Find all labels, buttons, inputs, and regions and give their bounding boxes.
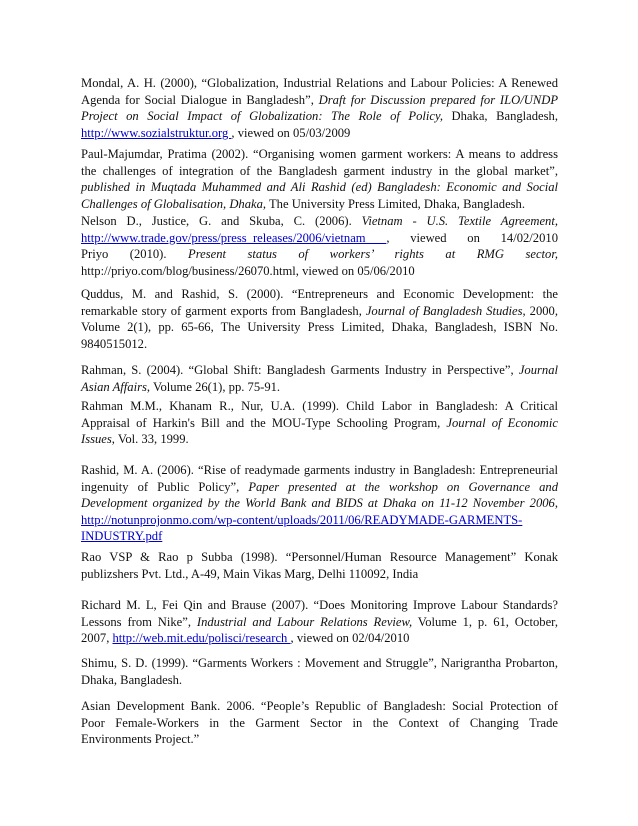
reference-link[interactable]: http://www.sozialstruktur.org	[81, 125, 232, 140]
reference-link[interactable]: http://notunprojonmo.com/wp-content/uploads/2011/06/READYMADE-GARMENTS-	[81, 512, 523, 527]
reference-italic-text: Issues	[81, 432, 112, 447]
reference-text: http://priyo.com/blog/business/26070.html, viewed on 05/06/2010	[81, 263, 415, 278]
reference-line	[81, 379, 558, 396]
reference-line	[81, 731, 558, 748]
reference-text: Richard M. L, Fei Qin and Brause (2007). “Does Monitoring Improve Labour Standards?	[81, 598, 558, 612]
reference-line	[81, 566, 558, 583]
reference-italic-text: Paper presented at the workshop on Governance and	[248, 479, 559, 494]
reference-line	[81, 146, 558, 163]
reference-entry	[81, 655, 558, 688]
reference-text: Rao VSP & Rao p Subba (1998). “Personnel/Human Resource Management” Konak	[81, 550, 558, 564]
reference-line	[81, 196, 558, 213]
reference-italic-text: Development organized by the World Bank and BIDS at Dhaka on 11-12 November 2006	[81, 496, 555, 511]
reference-text: the challenges of integration of the Bangladesh garment industry in the global market”,	[81, 163, 558, 178]
reference-text: Asian Development Bank. 2006. “People’s Republic of Bangladesh: Social Protection of	[81, 699, 558, 713]
reference-text: Volume 1, p. 61, October,	[412, 614, 559, 629]
reference-italic-text: Journal of Bangladesh Studies	[365, 303, 523, 318]
reference-line	[81, 495, 558, 512]
reference-text: , viewed on 05/03/2009	[231, 125, 351, 140]
reference-text: , Volume 26(1), pp. 75-91.	[146, 379, 281, 394]
reference-entry	[81, 146, 558, 212]
reference-line	[81, 246, 558, 263]
reference-line	[81, 163, 558, 180]
reference-text: Poor Female-Workers in the Garment Sector in the Context of Changing Trade	[81, 715, 558, 730]
reference-line	[81, 512, 558, 529]
reference-text: publizshers Pvt. Ltd., A-49, Main Vikas Marg, Delhi 110092, India	[81, 566, 419, 581]
reference-link[interactable]: http://www.trade.gov/press/press_releases/2006/vietnam	[81, 230, 387, 245]
reference-text: , viewed on 02/04/2010	[290, 631, 410, 646]
reference-text: Quddus, M. and Rashid, S. (2000). “Entrepreneurs and Economic Development: the	[81, 287, 558, 301]
reference-line	[81, 108, 558, 125]
reference-line	[81, 698, 558, 715]
reference-line	[81, 286, 558, 303]
reference-text: The University Press Limited, Dhaka, Bangladesh.	[266, 196, 526, 211]
reference-entry	[81, 698, 558, 748]
reference-italic-text: Industrial and Labour Relations Review,	[196, 614, 413, 629]
reference-italic-text: Asian Affairs	[81, 379, 147, 394]
reference-line	[81, 479, 558, 496]
reference-line	[81, 92, 558, 109]
reference-entry	[81, 549, 558, 582]
reference-line	[81, 528, 558, 545]
reference-line	[81, 75, 558, 92]
reference-italic-text: Challenges of Globalisation, Dhaka,	[81, 196, 267, 211]
reference-entry	[81, 462, 558, 545]
reference-line	[81, 431, 558, 448]
reference-entry	[81, 597, 558, 647]
reference-line	[81, 672, 558, 689]
reference-line	[81, 398, 558, 415]
reference-text: Dhaka, Bangladesh,	[443, 109, 558, 124]
reference-link[interactable]: http://web.mit.edu/polisci/research	[112, 631, 291, 646]
reference-text: Lessons from Nike”,	[81, 614, 197, 629]
reference-link[interactable]: INDUSTRY.pdf	[81, 529, 163, 544]
reference-text: Agenda for Social Dialogue in Bangladesh”,	[81, 92, 319, 107]
reference-text: remarkable story of garment exports from Bangladesh,	[81, 303, 366, 318]
reference-text: Volume 2(1), pp. 65-66, The University Press Limited, Dhaka, Bangladesh, ISBN No.	[81, 320, 558, 335]
reference-line	[81, 303, 558, 320]
reference-line	[81, 655, 558, 672]
reference-line	[81, 125, 558, 142]
reference-line	[81, 213, 558, 230]
reference-line	[81, 230, 558, 247]
reference-entry	[81, 362, 558, 395]
reference-line	[81, 630, 558, 647]
reference-text: ,	[554, 496, 558, 511]
reference-text: Rahman, S. (2004). “Global Shift: Bangladesh Garments Industry in Perspective”,	[81, 363, 519, 377]
reference-text: 9840515012.	[81, 336, 148, 351]
reference-italic-text: Draft for Discussion prepared for ILO/UNDP	[318, 92, 559, 107]
reference-text: , viewed on 14/02/2010	[386, 230, 558, 245]
reference-line	[81, 336, 558, 353]
reference-line	[81, 179, 558, 196]
reference-entry	[81, 286, 558, 352]
reference-text: Paul-Majumdar, Pratima (2002). “Organising women garment workers: A means to address	[81, 147, 558, 161]
reference-text: ingenuity of Public Policy”,	[81, 479, 249, 494]
reference-entry	[81, 398, 558, 448]
reference-italic-text: Journal of Economic	[446, 415, 558, 430]
reference-line	[81, 319, 558, 336]
reference-entry	[81, 213, 558, 279]
reference-text: Shimu, S. D. (1999). “Garments Workers : Movement and Struggle”, Narigrantha Probarton,	[81, 656, 558, 670]
reference-text: , 2000,	[522, 303, 558, 318]
reference-text: , Vol. 33, 1999.	[111, 432, 189, 447]
reference-italic-text: Present status of workers’ rights at RMG sector,	[188, 247, 558, 262]
reference-italic-text: published in Muqtada Muhammed and Ali Rashid (ed) Bangladesh: Economic and Social	[81, 180, 558, 195]
reference-line	[81, 415, 558, 432]
reference-text: Appraisal of Harkin's Bill and the MOU-Type Schooling Program,	[81, 415, 447, 430]
reference-text: 2007,	[81, 631, 113, 646]
reference-text: Dhaka, Bangladesh.	[81, 672, 183, 687]
reference-line	[81, 549, 558, 566]
reference-text: Rashid, M. A. (2006). “Rise of readymade garments industry in Bangladesh: Entrepreneurial	[81, 463, 558, 477]
reference-line	[81, 614, 558, 631]
reference-line	[81, 362, 558, 379]
reference-italic-text: Project on Social Impact of Globalization: The Role of Policy,	[81, 109, 444, 124]
reference-line	[81, 715, 558, 732]
reference-line	[81, 263, 558, 280]
reference-entry	[81, 75, 558, 141]
reference-text: Environments Project.”	[81, 732, 200, 747]
reference-text: Priyo (2010).	[81, 247, 188, 262]
reference-line	[81, 462, 558, 479]
reference-text: Nelson D., Justice, G. and Skuba, C. (2006).	[81, 214, 362, 228]
reference-text: Mondal, A. H. (2000), “Globalization, Industrial Relations and Labour Policies: A Renewed	[81, 76, 558, 90]
reference-italic-text: Vietnam - U.S. Textile Agreement,	[361, 214, 558, 228]
reference-italic-text: Journal	[518, 363, 558, 377]
reference-line	[81, 597, 558, 614]
reference-text: Rahman M.M., Khanam R., Nur, U.A. (1999). Child Labor in Bangladesh: A Critical	[81, 399, 558, 413]
